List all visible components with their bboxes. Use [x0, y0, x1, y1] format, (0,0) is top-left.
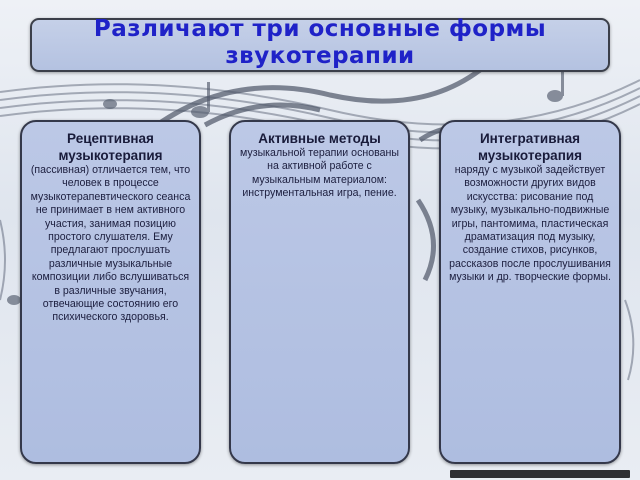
card-heading: Интегративная музыкотерапия — [477, 131, 583, 163]
card-receptive-music-therapy — [20, 120, 201, 464]
card-description: (пассивная) отличается тем, что человек в процессе музыкотерапевтического сеанса не принимает в нем активного участия, занимая позицию простого слушателя. Ему предлагают прослушать различные музыкальные композиции либо вслушиваться в различные звучания, отвечающие состоянию его психического здоровья. — [30, 164, 191, 324]
slide-title: Различают три основные формы звукотерапии — [93, 16, 547, 69]
card-description: музыкальной терапии основаны на активной работе с музыкальным материалом: инструментальная игра, пение. — [240, 147, 399, 200]
card-active-methods — [229, 120, 410, 464]
footer-strip — [450, 470, 630, 478]
card-heading: Активные методы — [258, 131, 381, 146]
card-integrative-music-therapy — [439, 120, 621, 464]
card-description: наряду с музыкой задействует возможности других видов искусства: рисование под музыку, музыкально-подвижные игры, пантомима, пластическая драматизация под музыку, создание стихов, рисунков, рассказов после прослушивания музыки и др. творческие формы. — [449, 164, 611, 284]
card-heading: Рецептивная музыкотерапия — [58, 131, 163, 163]
